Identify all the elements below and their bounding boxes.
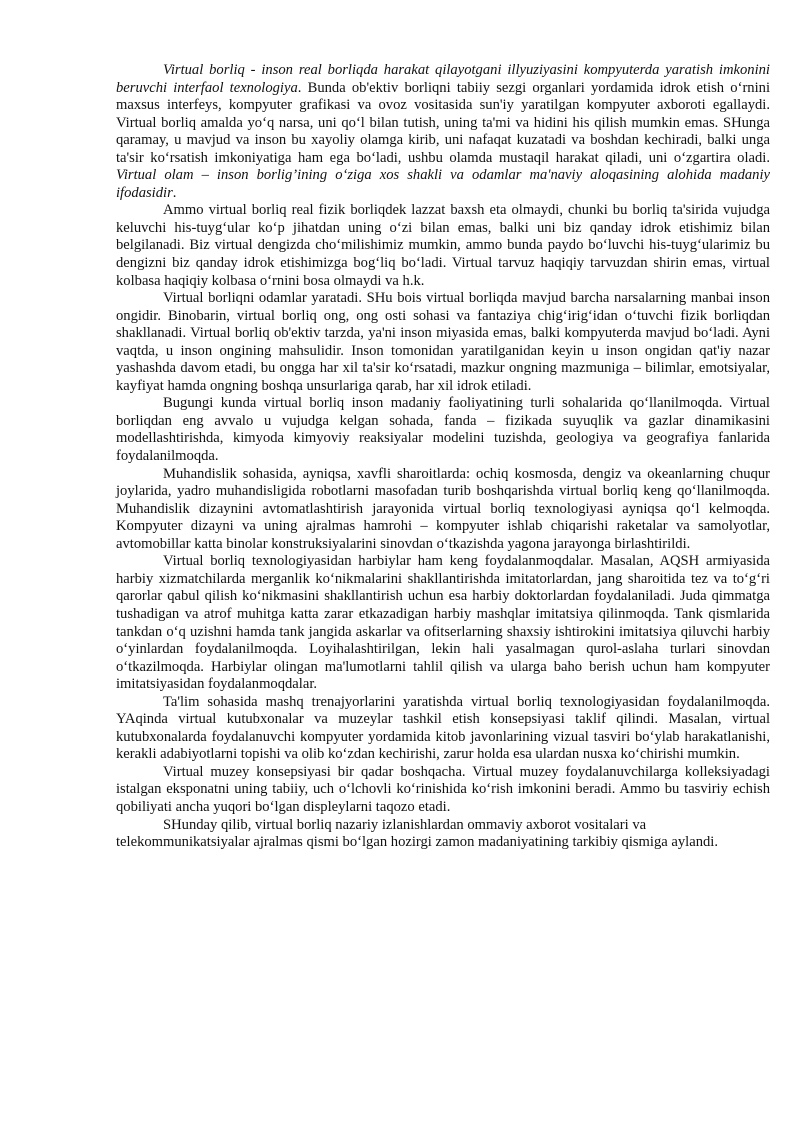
- text-segment: Virtual borliqni odamlar yaratadi. SHu bois virtual borliqda mavjud barcha narsalarning manbai inson ongidir. Binobarin, virtual borliq ong, ong osti sohasi va fantaziya chig‘irig‘idan o‘tuvchi fizik borliqdan shakllanadi. Virtual borliq ob'ektiv tarzda, ya'ni inson miyasida emas, balki kompyuterda mavjud bo‘ladi. Ayni vaqtda, u inson ongining mahsulidir. Inson tomonidan yaratilganidan keyin u inson ongidan qat'iy nazar yashashda davom etadi, bu ongga har xil ta'sir ko‘rsatadi, mazkur ongning mazmuniga – bilimlar, emotsiyalar, kayfiyat hamda ongning boshqa unsurlariga qarab, har xil idrok etiladi.: [116, 290, 770, 394]
- paragraph-7: [116, 694, 770, 764]
- text-segment: Muhandislik sohasida, ayniqsa, xavfli sharoitlarda: ochiq kosmosda, dengiz va okeanlarning chuqur joylarida, yadro muhandisligida robotlarni masofadan turib boshqarishda virtual borliq keng qo‘llanilmoqda. Muhandislik dizaynini avtomatlashtirish jarayonida virtual borliq texnologiyasi ayniqsa qo‘l kelmoqda. Kompyuter dizayni va uning ajralmas hamrohi – kompyuter ishlab chiqarishi raketalar va samolyotlar, avtomobillar katta binolar konstruksiyalarini sinovdan o‘tkazishda yagona jarayonga birlashtirildi.: [116, 465, 770, 552]
- paragraph-5: [116, 466, 770, 554]
- paragraph-8: [116, 764, 770, 817]
- paragraph-1: [116, 62, 770, 202]
- text-segment: Virtual borliq - inson real borliqda harakat qilayotgani illyuziyasini kompyuterda yaratish imkonini beruvchi interfaol texnologiya: [116, 62, 770, 96]
- text-segment: Ammo virtual borliq real fizik borliqdek lazzat baxsh eta olmaydi, chunki bu borliq ta'sirida vujudga keluvchi his-tuyg‘ular ko‘p jihatdan uning o‘zi bilan emas, balki uni biz qanday idrok etishimiz bilan belgilanadi. Biz virtual dengizda cho‘milishimiz mumkin, ammo bunda paydo bo‘luvchi his-tuyg‘ularimiz bu dengizni biz qanday idrok etishimizga bog‘liq bo‘ladi. Virtual tarvuz haqiqiy tarvuzdan shirin emas, virtual kolbasa haqiqiy kolbasa o‘rnini bosa olmaydi va h.k.: [116, 202, 770, 289]
- paragraph-6: [116, 553, 770, 693]
- paragraph-9: [116, 817, 770, 852]
- paragraph-4: [116, 395, 770, 465]
- text-segment: Virtual olam – inson borlig’ining o‘ziga xos shakli va odamlar ma'naviy aloqasining alohida madaniy ifodasidir: [116, 167, 770, 201]
- text-segment: SHunday qilib, virtual borliq nazariy izlanishlardan ommaviy axborot vositalari va telekommunikatsiyalar ajralmas qismi bo‘lgan hozirgi zamon madaniyatining tarkibiy qismiga aylandi.: [116, 816, 718, 851]
- text-segment: . Bunda ob'ektiv borliqni tabiiy sezgi organlari yordamida idrok etish o‘rnini maxsus interfeys, kompyuter grafikasi va ovoz vositasida sun'iy yaratilgan kompyuter axboroti egallaydi. Virtual borliq amalda yo‘q narsa, uni qo‘l bilan tutish, uning ta'mi va hidini his qilish mumkin emas. SHunga qaramay, u mavjud va inson bu xayoliy olamga kirib, uni nafaqat kuzatadi va boshdan kechiradi, balki unga ta'sir ko‘rsatish imkoniyatiga ham ega bo‘ladi, ushbu olamda mustaqil harakat qiladi, uni o‘zgartira oladi.: [116, 79, 771, 166]
- paragraph-3: [116, 290, 770, 395]
- text-segment: Virtual borliq texnologiyasidan harbiylar ham keng foydalanmoqdalar. Masalan, AQSH armiyasida harbiy xizmatchilarda merganlik ko‘nikmalarini shakllantirishda imitatorlardan, jang sharoitida tez va to‘g‘ri qarorlar qabul qilish ko‘nikmasini shakllantirish uchun esa harbiy doktorlardan foydalaniladi. Juda qimmatga tushadigan va atrof muhitga katta zarar etkazadigan harbiy mashqlar imitatsiya qilinmoqda. Tank qismlarida tankdan o‘q uzishni hamda tank jangida askarlar va ofitserlarning shaxsiy ishtirokini imitatsiya qiluvchi harbiy o‘yinlardan foydalanilmoqda. Loyihalashtirilgan, lekin hali yasalmagan qurol-aslaha turlari sinovdan o‘tkazilmoqda. Harbiylar olingan ma'lumotlarni tahlil qilish va ularga baho berish uchun ham kompyuter imitatsiyasidan foydalanmoqdalar.: [116, 553, 770, 693]
- document-page: [116, 62, 770, 852]
- paragraph-2: [116, 202, 770, 290]
- text-segment: .: [172, 184, 177, 201]
- text-segment: Virtual muzey konsepsiyasi bir qadar boshqacha. Virtual muzey foydalanuvchilarga kolleksiyadagi istalgan eksponatni uning tabiiy, uch o‘lchovli ko‘rinishida ko‘rish imkonini beradi. Ammo bu tasviriy echish qobiliyati ancha yuqori bo‘lgan displeylarni taqozo etadi.: [116, 763, 770, 815]
- text-segment: Ta'lim sohasida mashq trenajyorlarini yaratishda virtual borliq texnologiyasidan foydalanilmoqda. YAqinda virtual kutubxonalar va muzeylar tashkil etish konsepsiyasi taklif qilindi. Masalan, virtual kutubxonalarda foydalanuvchi kompyuter yordamida kitob javonlarining vizual tasviri bo‘ylab harakatlanishi, kerakli adabiyotlarni topishi va olib ko‘zdan kechirishi, zarur holda esa ulardan nusxa ko‘chirishi mumkin.: [116, 693, 770, 763]
- text-segment: Bugungi kunda virtual borliq inson madaniy faoliyatining turli sohalarida qo‘llanilmoqda. Virtual borliqdan eng avvalo u vujudga kelgan sohada, fanda – fizikada suyuqlik va gazlar dinamikasini modellashtirishda, kimyoda kimyoviy reaksiyalar modelini tuzishda, geologiya va geografiya fanlarida foydalanilmoqda.: [116, 395, 770, 465]
